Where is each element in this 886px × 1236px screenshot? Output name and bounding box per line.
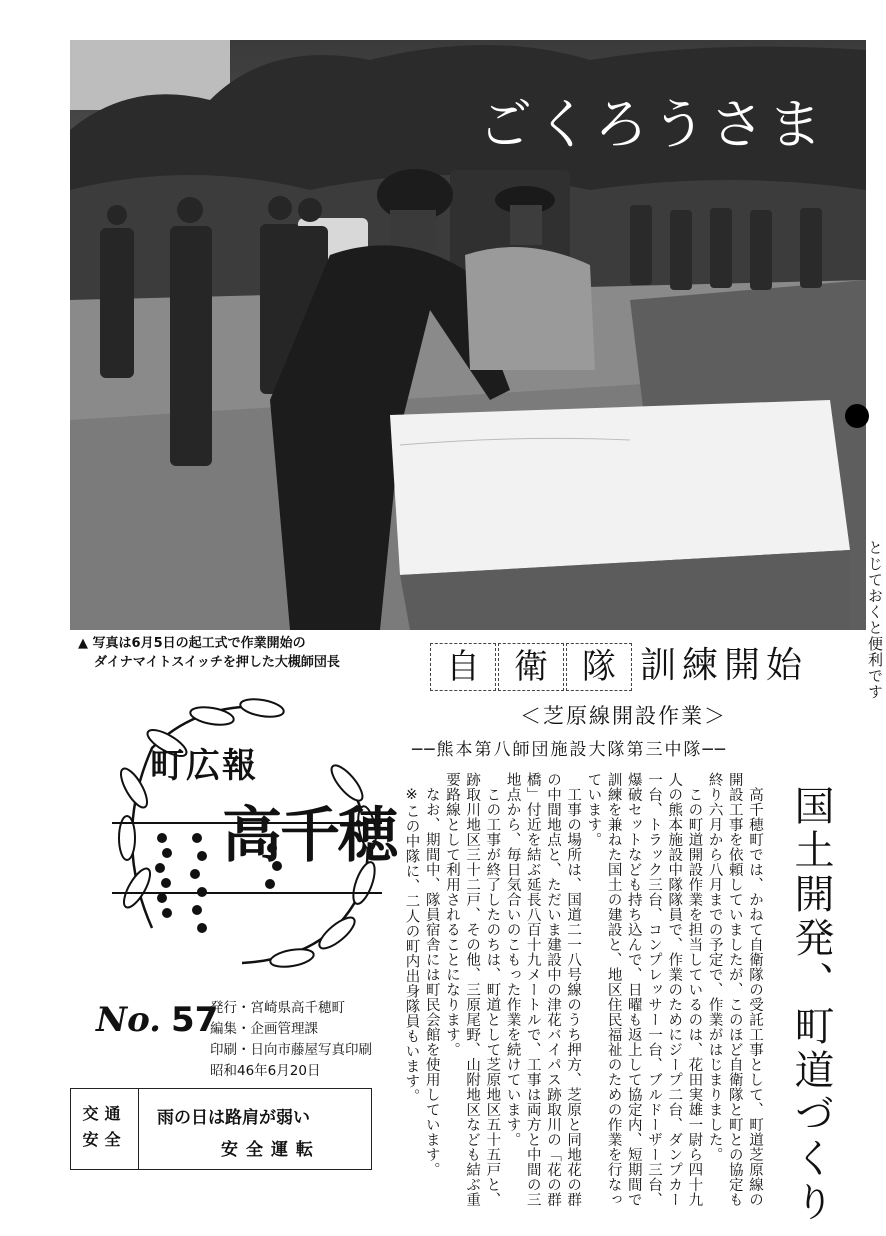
article-paragraph: この町道開設作業を担当しているのは、花田実雄一尉ら四十九人の熊本施設中隊隊員で、作業のためにジープ二台、ダンプカー一台、トラック三台、コンプレッサー一台、ブルドーザー三台、爆破セットなども持ち込んで、日曜も返上して協定内、短期間で訓練を兼ねた国土の建設と、地区住民福祉のための作業を行なっています。	[585, 772, 703, 1207]
publisher-line: 印刷・日向市藤屋写真印刷	[210, 1042, 372, 1058]
article-paragraph: この工事が終了したのちは、町道として芝原地区五十五戸と、跡取川地区三十二戸、その他、三原尾野、山附地区なども結ぶ重要路線として利用されることになります。	[443, 772, 501, 1207]
article-body	[390, 772, 765, 1217]
safety-slogan-line2: 安全運転	[221, 1140, 321, 1160]
safety-label	[71, 1089, 139, 1169]
caption-line: ダイナマイトスイッチを押した大槻師団長	[94, 655, 340, 670]
article-paragraph: なお、期間中、隊員宿舎には町民会館を使用しています。	[423, 786, 440, 1177]
vertical-headline: 国土開発、町道づくり	[788, 785, 834, 1225]
headline-boxed-char: 衛	[498, 643, 564, 691]
photo-heading: ごくろうさま	[478, 93, 826, 156]
traffic-safety-box	[70, 1088, 372, 1170]
article-paragraph: ※この中隊に、二人の町内出身隊員もいます。	[403, 786, 420, 1103]
headline-title: 訓練開始	[640, 645, 809, 686]
issue-number	[96, 1000, 218, 1040]
safety-label-top: 交通	[82, 1104, 127, 1123]
article-paragraph: 工事の場所は、国道二一八号線のうち押方、芝原と同地花の群の中間地点と、ただいま建設中の津花バイパス跡取川の「花の群橋」付近を結ぶ延長八百十九メートルで、工事は両方と中間の三地点から、毎日気合いのこもった作業を続けています。	[504, 772, 582, 1207]
logo-town-label: 町広報	[150, 746, 258, 786]
binding-hole-mark	[845, 404, 869, 428]
publisher-line: 編集・企画管理課	[210, 1021, 318, 1037]
issue-number-value: 57	[171, 1000, 219, 1040]
headline-boxed-char: 自	[430, 643, 496, 691]
caption-line: ▲ 写真は6月5日の起工式で作業開始の	[78, 636, 306, 651]
headline-subtitle: ＜芝原線開設作業＞	[520, 704, 727, 728]
photo-caption	[78, 634, 340, 672]
organization-line: ──熊本第八師団施設大隊第三中隊──	[412, 740, 727, 760]
article-paragraph: 高千穂町では、かねて自衛隊の受託工事として、町道芝原線の開設工事を依頼していましたが、このほど自衛隊と町との協定も終り六月から八月までの予定で、作業がはじまりました。	[706, 772, 763, 1207]
issue-prefix: No.	[96, 1000, 161, 1040]
safety-label-bottom: 安全	[82, 1130, 127, 1149]
side-note: とじておくと便利です	[866, 540, 884, 700]
publisher-line: 発行・宮崎県高千穂町	[210, 1000, 345, 1016]
cover-photo	[70, 40, 866, 630]
publisher-info	[210, 998, 372, 1082]
publication-date: 昭和46年6月20日	[210, 1063, 321, 1079]
logo-name: 高千穂	[222, 801, 396, 871]
safety-slogan-line1: 雨の日は路肩が弱い	[157, 1108, 310, 1128]
headline-boxed-char: 隊	[566, 643, 632, 691]
